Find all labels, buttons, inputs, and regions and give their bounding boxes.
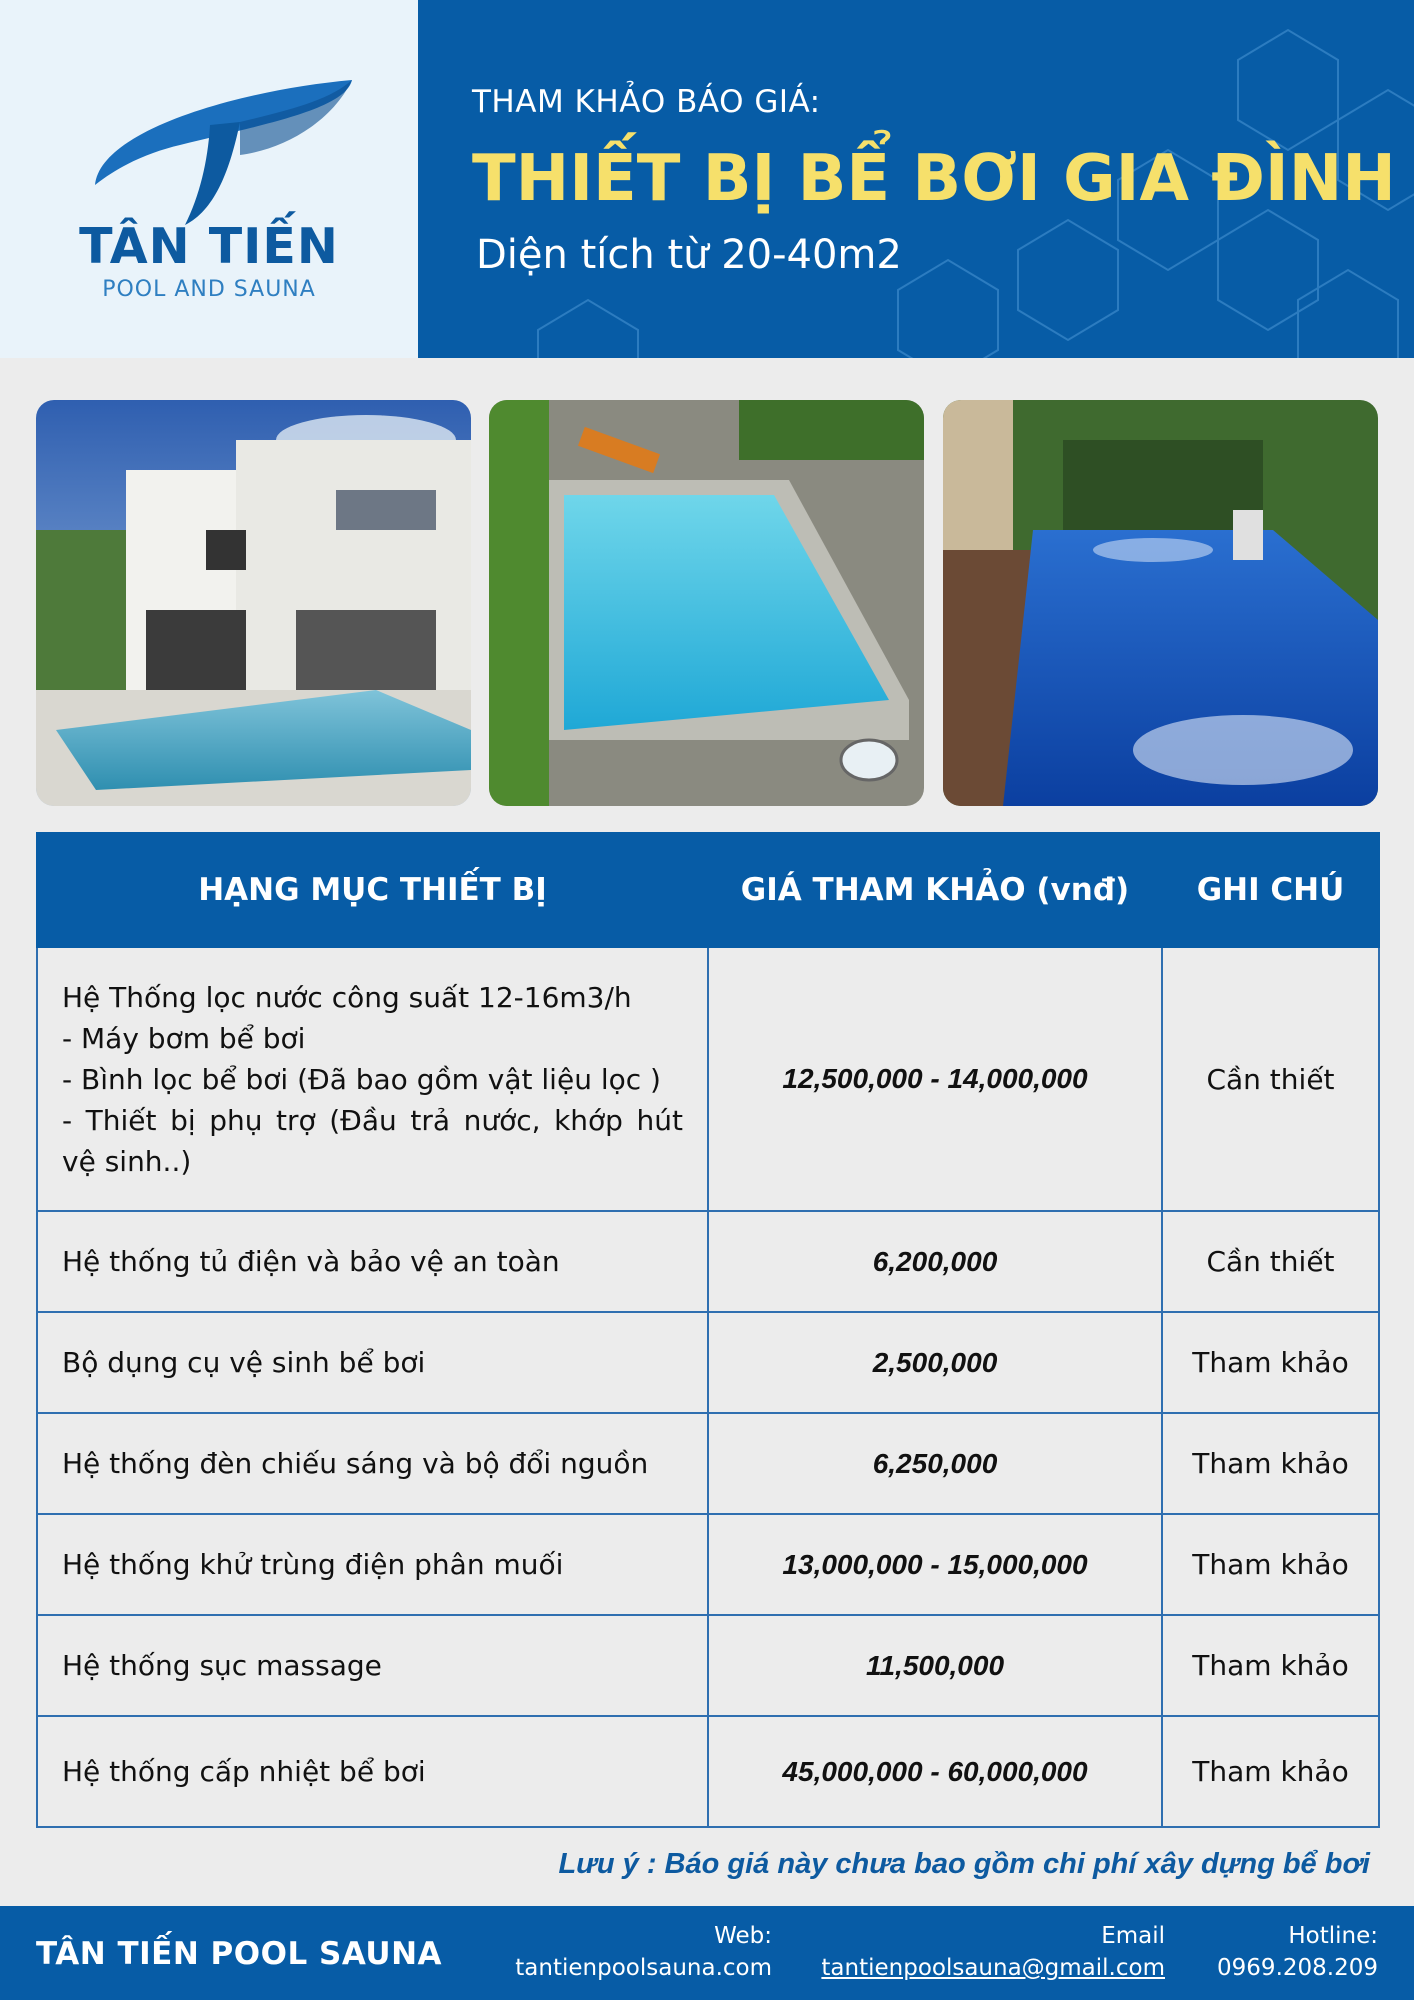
hotline-label: Hotline: [1288, 1923, 1378, 1949]
note-cell: Tham khảo [1162, 1312, 1379, 1413]
web-label: Web: [714, 1923, 772, 1949]
house-pool-image-icon [36, 400, 471, 806]
rooftop-pool-image-icon [489, 400, 924, 806]
price-cell: 45,000,000 - 60,000,000 [708, 1716, 1162, 1827]
item-line: - Thiết bị phụ trợ (Đầu trả nước, khớp hút [62, 1103, 683, 1137]
note-cell: Tham khảo [1162, 1615, 1379, 1716]
email-label: Email [1101, 1923, 1165, 1949]
price-cell: 13,000,000 - 15,000,000 [708, 1514, 1162, 1615]
table-row [37, 1514, 1379, 1615]
note-cell: Cần thiết [1162, 1211, 1379, 1312]
footer-brand: TÂN TIẾN POOL SAUNA [36, 1936, 443, 1972]
item-cell [37, 947, 708, 1211]
logo-panel [0, 0, 418, 358]
item-line: Hệ Thống lọc nước công suất 12-16m3/h [62, 980, 632, 1014]
item-cell: Hệ thống đèn chiếu sáng và bộ đổi nguồn [37, 1413, 708, 1514]
item-cell: Hệ thống sục massage [37, 1615, 708, 1716]
table-row [37, 1615, 1379, 1716]
brand-tagline: POOL AND SAUNA [102, 277, 316, 302]
table-row [37, 1312, 1379, 1413]
note-cell: Cần thiết [1162, 947, 1379, 1211]
table-row [37, 1716, 1379, 1827]
page-subtitle: Diện tích từ 20-40m2 [476, 232, 902, 278]
item-cell: Bộ dụng cụ vệ sinh bể bơi [37, 1312, 708, 1413]
price-cell: 12,500,000 - 14,000,000 [708, 947, 1162, 1211]
table-row [37, 1413, 1379, 1514]
garden-pool-image-icon [943, 400, 1378, 806]
photo-garden-pool [943, 400, 1378, 806]
item-cell: Hệ thống tủ điện và bảo vệ an toàn [37, 1211, 708, 1312]
hotline-number[interactable]: 0969.208.209 [1217, 1955, 1378, 1981]
brand-logo-icon [90, 70, 360, 230]
footer-hotline [1217, 1920, 1378, 1984]
price-cell: 6,250,000 [708, 1413, 1162, 1514]
web-link[interactable]: tantienpoolsauna.com [515, 1955, 772, 1981]
column-header-price: GIÁ THAM KHẢO (vnđ) [708, 833, 1162, 947]
disclaimer-note: Lưu ý : Báo giá này chưa bao gồm chi phí xây dựng bể bơi [558, 1848, 1370, 1880]
photo-house-pool [36, 400, 471, 806]
price-cell: 2,500,000 [708, 1312, 1162, 1413]
column-header-note: GHI CHÚ [1162, 833, 1379, 947]
header-banner [418, 0, 1414, 358]
photo-rooftop-pool [489, 400, 924, 806]
column-header-item: HẠNG MỤC THIẾT BỊ [37, 833, 708, 947]
footer [0, 1906, 1414, 2000]
table-row [37, 947, 1379, 1211]
header-kicker: THAM KHẢO BÁO GIÁ: [472, 84, 821, 120]
page-title: THIẾT BỊ BỂ BƠI GIA ĐÌNH [472, 142, 1396, 216]
table-header-row [37, 833, 1379, 947]
item-cell: Hệ thống cấp nhiệt bể bơi [37, 1716, 708, 1827]
item-cell: Hệ thống khử trùng điện phân muối [37, 1514, 708, 1615]
item-line: - Bình lọc bể bơi (Đã bao gồm vật liệu lọc ) [62, 1062, 661, 1096]
note-cell: Tham khảo [1162, 1716, 1379, 1827]
note-cell: Tham khảo [1162, 1413, 1379, 1514]
item-line: - Máy bơm bể bơi [62, 1021, 306, 1055]
note-cell: Tham khảo [1162, 1514, 1379, 1615]
footer-email [821, 1920, 1165, 1984]
item-line: vệ sinh..) [62, 1144, 192, 1178]
email-link[interactable]: tantienpoolsauna@gmail.com [821, 1955, 1165, 1981]
price-table [36, 832, 1380, 1828]
footer-web [515, 1920, 772, 1984]
price-cell: 11,500,000 [708, 1615, 1162, 1716]
table-row [37, 1211, 1379, 1312]
price-cell: 6,200,000 [708, 1211, 1162, 1312]
brand-name: TÂN TIẾN [79, 218, 339, 275]
